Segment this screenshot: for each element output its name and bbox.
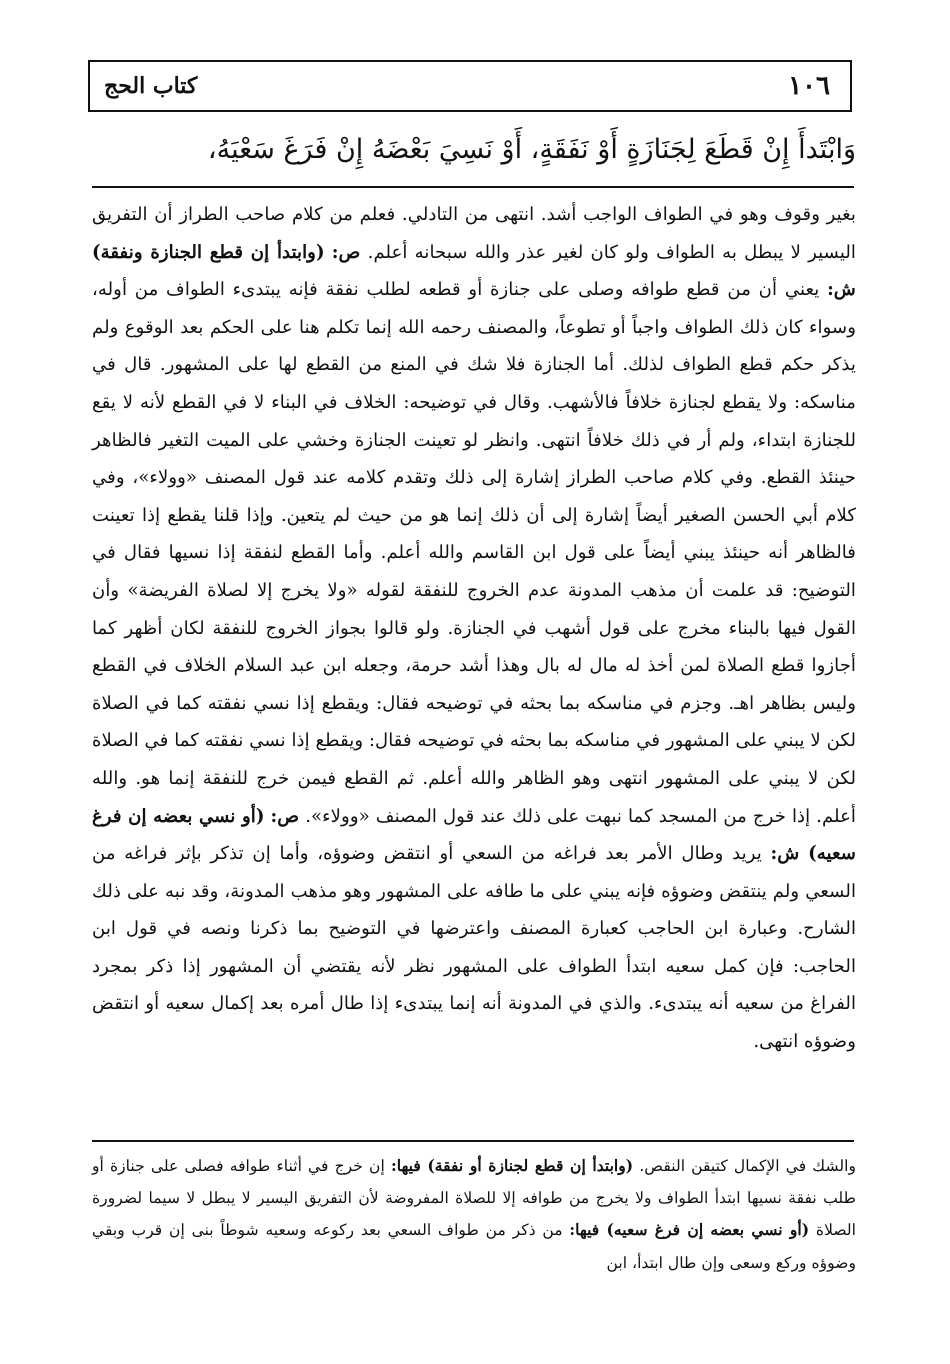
- footnote-text-1: والشك في الإكمال كتيقن النقص.: [639, 1157, 856, 1175]
- footnote-text-3: من ذكر من طواف السعي بعد ركوعه وسعيه شوطاً بنى إن قرب وبقي وضوؤه وركع وسعى وإن طال ابتدأ، ابن: [92, 1221, 856, 1272]
- quoted-matn-1: (وابتدأ إن قطع الجنازة ونفقة): [92, 241, 325, 263]
- footnote-divider: [92, 1140, 854, 1142]
- top-divider: [92, 186, 854, 188]
- matn-text: وَابْتَدأَ إِنْ قَطَعَ لِجَنَازَةٍ أَوْ نَفَقَةٍ، أَوْ نَسِيَ بَعْضَهُ إِنْ فَرَغَ سَعْيَهُ،: [207, 134, 856, 165]
- footnote-body: [92, 1150, 856, 1279]
- footnote-quote-2: (أو نسي بعضه إن فرغ سعيه) فيها:: [569, 1220, 810, 1240]
- sad-label-1: ص:: [331, 241, 361, 263]
- sad-label-2: ص:: [270, 805, 300, 827]
- commentary-paragraph-2: يعني أن من قطع طوافه وصلى على جنازة أو قطعه لطلب نفقة فإنه يبتدىء الطواف من أوله، وسواء كان ذلك الطواف واجباً أو تطوعاً، والمصنف رحمه الله إنما تكلم هنا على الحكم بعد الوقوع ولم يذكر حكم قطع الطواف لذلك. أما الجنازة فلا شك في المنع من القطع لها على المشهور. قال في مناسكه: ولا يقطع لجنازة خلافاً فالأشهب. وقال في توضيحه: الخلاف في البناء لا في القطع لأنه لا يقع للجنازة ابتداء، ولم أر في ذلك خلافاً انتهى. وانظر لو تعينت الجنازة وخشي على الميت التغير فالظاهر حينئذ القطع. وفي كلام صاحب الطراز إشارة إلى ذلك وتقدم كلامه عند قول المصنف «وولاء»، وفي كلام أبي الحسن الصغير أيضاً إشارة إلى أن ذلك إنما هو من حيث لم يتعين. وإذا قلنا يقطع إذا تعينت فالظاهر أنه حينئذ يبني أيضاً على قول ابن القاسم والله أعلم. وأما القطع لنفقة إذا نسيها فقال في التوضيح: قد علمت أن مذهب المدونة عدم الخروج للنفقة لقوله «ولا يخرج إلا لصلاة الفريضة» وأن القول فيها بالبناء مخرج على قول أشهب في الجنازة. ولو قالوا بجواز الخروج للنفقة لكان أظهر كما أجازوا قطع الصلاة لمن أخذ له مال له بال وهذا أشد حرمة، وجعله ابن عبد السلام الخلاف في القطع وليس بظاهر اهـ. وجزم في مناسكه بما بحثه في توضيحه فقال: ويقطع إذا نسي نفقته كما في الصلاة لكن لا يبني على المشهور في مناسكه بما بحثه في توضيحه فقال: ويقطع إذا نسي نفقته كما في الصلاة لكن لا يبني على المشهور انتهى وهو الظاهر والله أعلم. ثم القطع فيمن خرج للنفقة إنما هو. والله أعلم. إذا خرج من المسجد كما نبهت على ذلك عند قول المصنف «وولاء».: [92, 279, 856, 827]
- footnote-text-2: إن خرج في أثناء طوافه فصلى على جنازة أو طلب نفقة نسيها ابتدأ الطواف ولا يخرج من طوافه إلا للصلاة المفروضة لأن التفريق اليسير لا يبطل لا سيما لضرورة الصلاة: [92, 1157, 856, 1240]
- footnote-quote-1: (وابتدأ إن قطع لجنازة أو نفقة) فيها:: [390, 1156, 634, 1175]
- commentary-body: [92, 196, 856, 1061]
- quoted-matn-2: (أو نسي بعضه إن فرغ سعيه): [92, 805, 856, 865]
- page-number: ١٠٦: [788, 71, 830, 101]
- page-header: [88, 60, 852, 112]
- book-title: كتاب الحج: [104, 73, 198, 99]
- commentary-paragraph-3: يريد وطال الأمر بعد فراغه من السعي أو انتقض وضوؤه، وأما إن تذكر بإثر فراغه من السعي ولم ينتقض وضوؤه فإنه يبني على ما طافه على المشهور وهو مذهب المدونة، وقد نبه على ذلك الشارح. وعبارة ابن الحاجب كعبارة المصنف واعترضها في التوضيح بما ذكرنا ونصه في قول ابن الحاجب: فإن كمل سعيه ابتدأ الطواف على المشهور نظر لأنه يقتضي أن المشهور إذا ذكر بمجرد الفراغ من سعيه أنه يبتدىء. والذي في المدونة أنه إنما يبتدىء إذا طال أمره بعد إكمال سعيه أو انتقض وضوؤه انتهى.: [92, 843, 856, 1053]
- shin-label-2: ش:: [770, 843, 800, 865]
- commentary-paragraph-1: بغير وقوف وهو في الطواف الواجب أشد. انتهى من التادلي. فعلم من كلام صاحب الطراز أن التفريق اليسير لا يبطل به الطواف ولو كان لغير عذر والله سبحانه أعلم.: [92, 204, 856, 263]
- shin-label-1: ش:: [827, 279, 856, 301]
